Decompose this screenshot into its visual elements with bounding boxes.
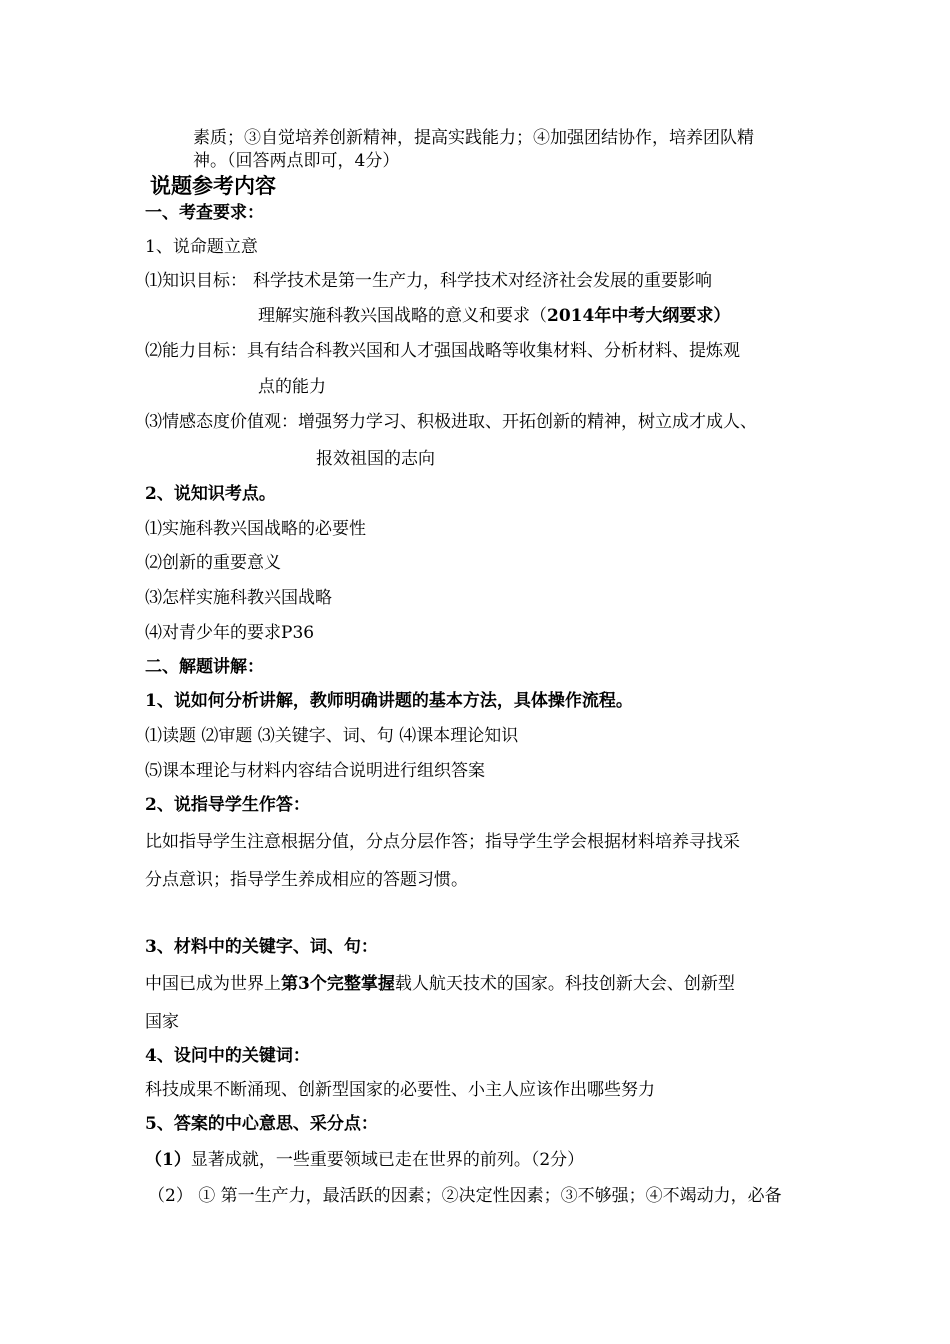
emotion-goal-line-2: 报效祖国的志向 xyxy=(316,449,435,469)
material-line-2: 国家 xyxy=(145,1012,179,1032)
answer-line-2: （2） ① 第一生产力，最活跃的因素；②决定性因素；③不够强；④不竭动力，必备 xyxy=(148,1186,782,1206)
section-1-heading: 一、考查要求： xyxy=(145,203,264,223)
material-text-1c: 载人航天技术的国家。科技创新大会、创新型 xyxy=(394,974,735,994)
knowledge-goal-text-2a: 理解实施科教兴国战略的意义和要求（ xyxy=(258,306,547,326)
question-keywords: 科技成果不断涌现、创新型国家的必要性、小主人应该作出哪些努力 xyxy=(145,1080,655,1100)
material-text-1b: 第3个完整掌握 xyxy=(281,974,395,994)
steps-line-1: ⑴读题 ⑵审题 ⑶关键字、词、句 ⑷课本理论知识 xyxy=(145,726,519,746)
material-text-1a: 中国已成为世界上 xyxy=(145,974,281,994)
ability-goal-text-1: 具有结合科教兴国和人才强国战略等收集材料、分析材料、提炼观 xyxy=(247,341,740,361)
knowledge-point-4: ⑷对青少年的要求P36 xyxy=(145,623,315,643)
material-line-1 xyxy=(145,973,735,995)
knowledge-point-1: ⑴实施科教兴国战略的必要性 xyxy=(145,519,366,539)
section-2-sub-4: 4、设问中的关键词： xyxy=(145,1046,310,1066)
knowledge-point-2: ⑵创新的重要意义 xyxy=(145,553,281,573)
section-2-sub-1: 1、说如何分析讲解，教师明确讲题的基本方法，具体操作流程。 xyxy=(145,691,633,711)
knowledge-point-3: ⑶怎样实施科教兴国战略 xyxy=(145,588,332,608)
section-1-sub-2: 2、说知识考点。 xyxy=(145,484,276,504)
knowledge-goal-line-2 xyxy=(258,305,730,327)
knowledge-goal-text-2b: 2014年中考大纲要求） xyxy=(547,306,731,326)
emotion-goal-text-1: 增强努力学习、积极进取、开拓创新的精神，树立成才成人、 xyxy=(298,412,757,432)
knowledge-goal-text-1: 科学技术是第一生产力，科学技术对经济社会发展的重要影响 xyxy=(253,271,712,291)
answer-1-number: （1） xyxy=(145,1150,191,1170)
page-title: 说题参考内容 xyxy=(150,173,276,198)
answer-1-text: 显著成就，一些重要领域已走在世界的前列。（2分） xyxy=(190,1150,585,1170)
intro-line-1: 素质；③自觉培养创新精神，提高实践能力；④加强团结协作，培养团队精 xyxy=(193,128,754,148)
section-2-sub-2: 2、说指导学生作答： xyxy=(145,795,310,815)
guide-line-2: 分点意识；指导学生养成相应的答题习惯。 xyxy=(145,870,468,890)
section-2-heading: 二、解题讲解： xyxy=(145,657,264,677)
steps-line-2: ⑸课本理论与材料内容结合说明进行组织答案 xyxy=(145,761,485,781)
ability-goal-label: ⑵能力目标： xyxy=(145,341,247,361)
section-2-sub-5: 5、答案的中心意思、采分点： xyxy=(145,1114,378,1134)
emotion-goal-label: ⑶情感态度价值观： xyxy=(145,412,298,432)
answer-line-1 xyxy=(145,1149,584,1171)
guide-line-1: 比如指导学生注意根据分值，分点分层作答；指导学生学会根据材料培养寻找采 xyxy=(145,832,740,852)
intro-line-2: 神。（回答两点即可，4分） xyxy=(193,151,400,171)
section-1-sub-1: 1、说命题立意 xyxy=(145,237,258,257)
section-2-sub-3: 3、材料中的关键字、词、句： xyxy=(145,937,378,957)
ability-goal-line-1 xyxy=(145,340,740,362)
knowledge-goal-label: ⑴知识目标： xyxy=(145,271,247,291)
emotion-goal-line-1 xyxy=(145,411,757,433)
ability-goal-line-2: 点的能力 xyxy=(258,377,326,397)
knowledge-goal-line-1 xyxy=(145,270,712,292)
